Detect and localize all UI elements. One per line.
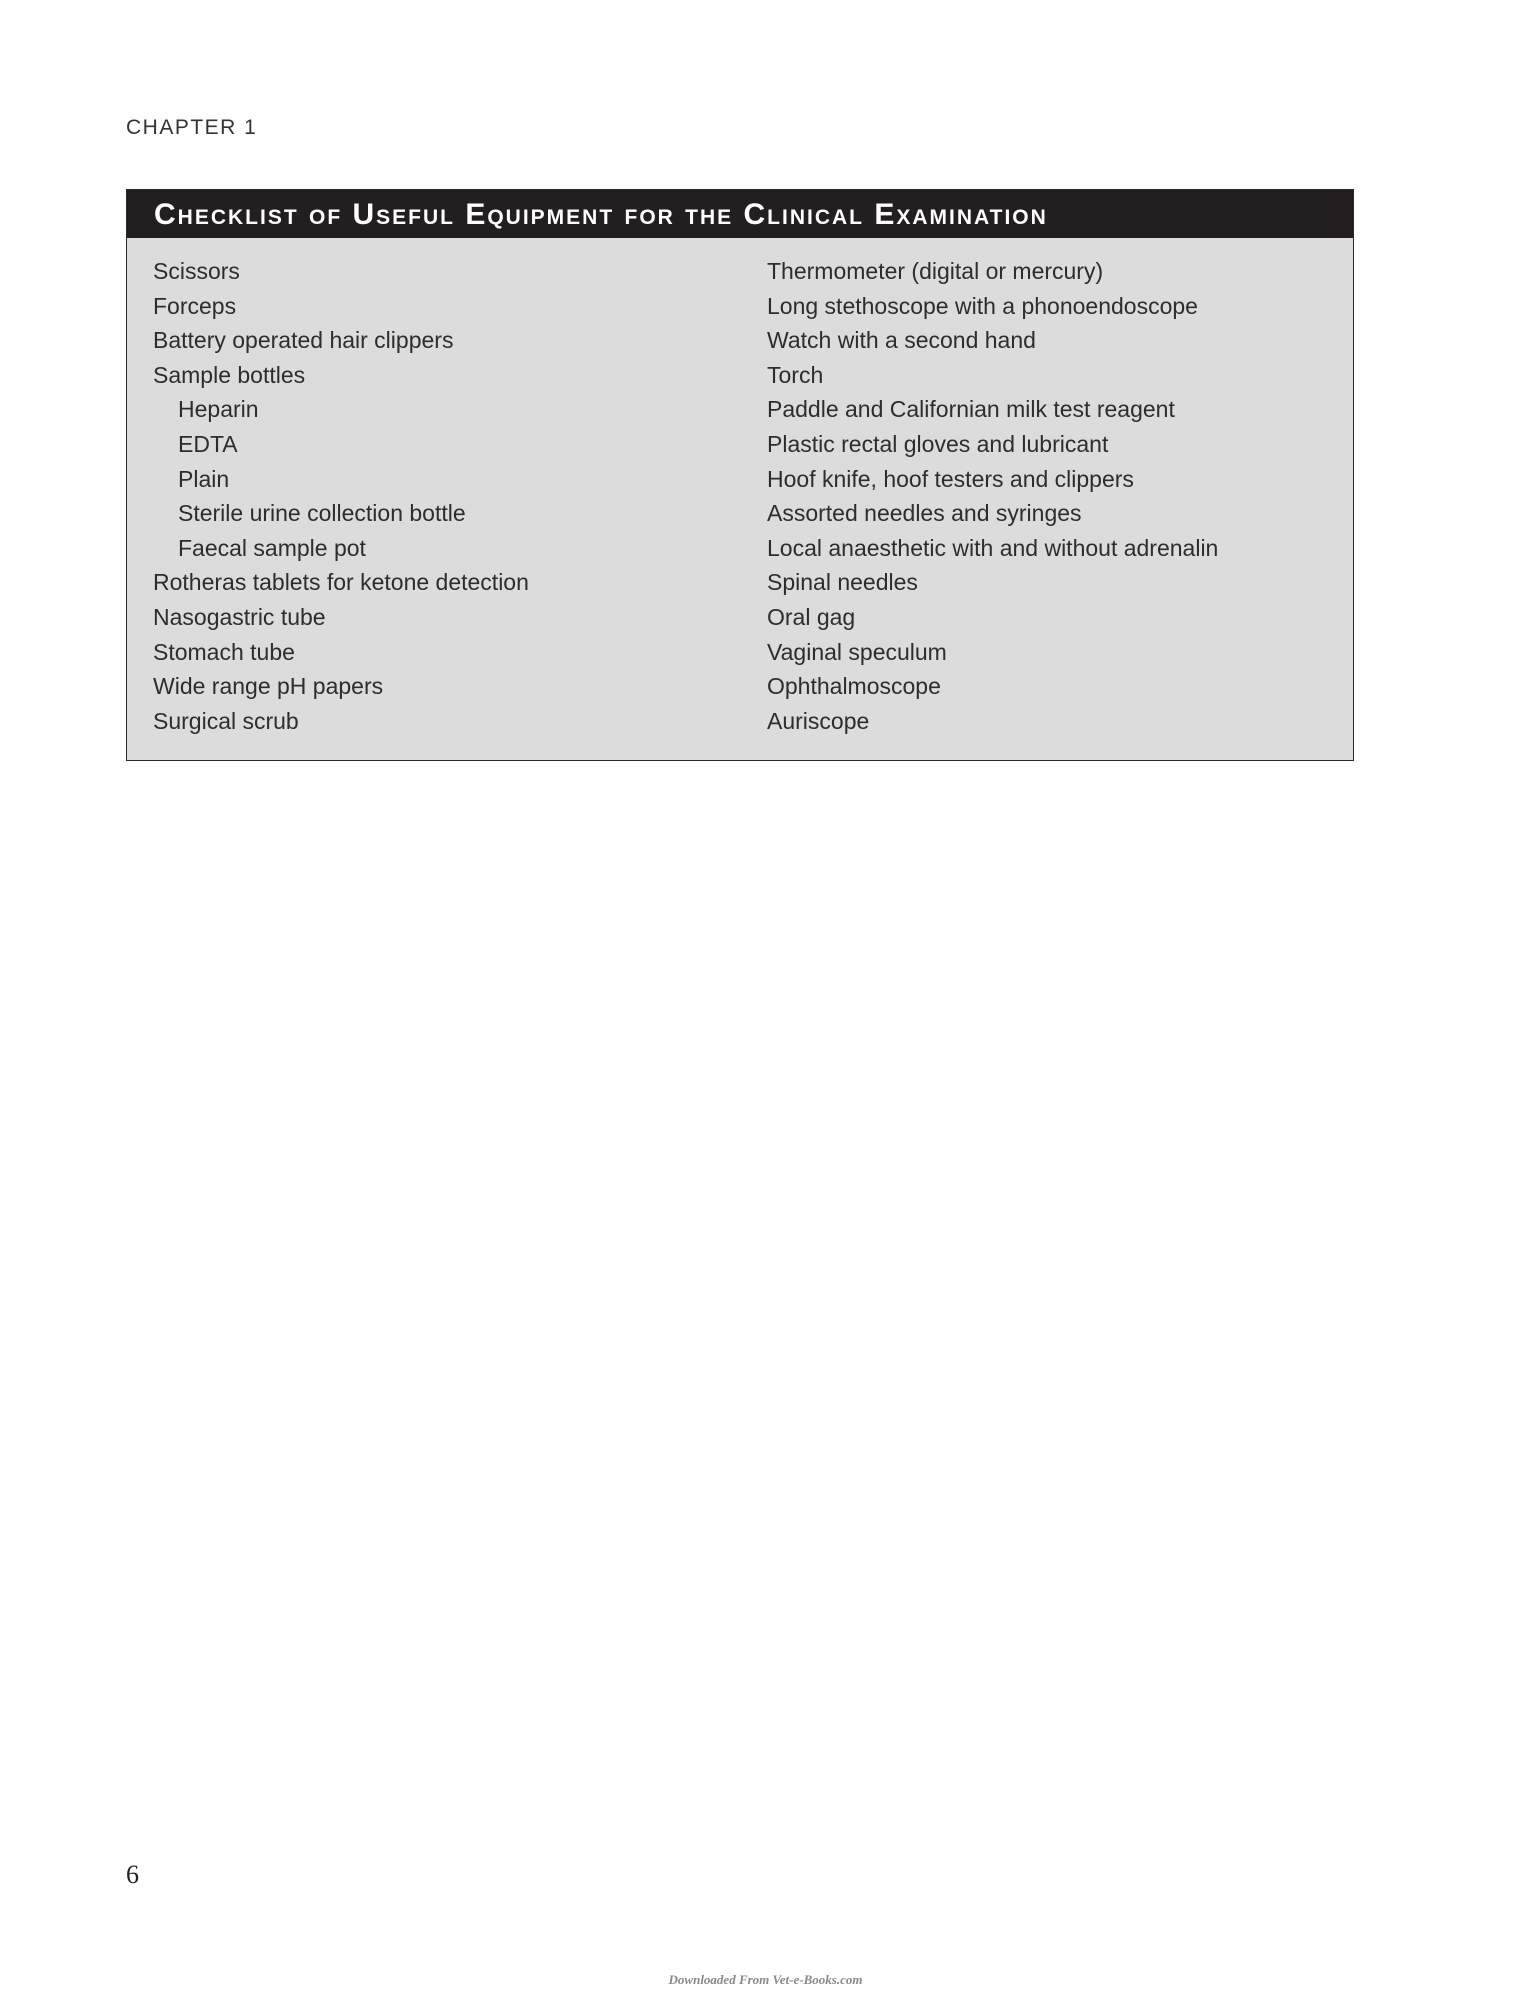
list-subitem: Plain (178, 465, 230, 492)
list-item: Plastic rectal gloves and lubricant (767, 430, 1109, 457)
list-item: Wide range pH papers (153, 673, 384, 700)
download-watermark: Downloaded From Vet-e-Books.com (668, 1972, 863, 1987)
list-subitem: EDTA (178, 430, 238, 457)
list-item: Spinal needles (767, 569, 918, 596)
list-item: Sample bottles (153, 361, 306, 388)
page-number: 6 (126, 1860, 139, 1889)
list-subitem: Heparin (178, 396, 259, 423)
checklist-title: Checklist of Useful Equipment for the Clinical Examination (127, 190, 1353, 238)
list-item: Nasogastric tube (153, 603, 326, 630)
checklist-right-column (767, 254, 1218, 738)
list-item: Ophthalmoscope (767, 673, 941, 700)
list-item: Torch (767, 361, 824, 388)
list-item: Long stethoscope with a phonoendoscope (767, 292, 1198, 319)
list-subitem: Faecal sample pot (178, 534, 366, 561)
list-item: Stomach tube (153, 638, 295, 665)
list-item: Oral gag (767, 603, 856, 630)
list-item: Assorted needles and syringes (767, 500, 1082, 527)
list-item: Watch with a second hand (767, 327, 1036, 354)
list-item: Auriscope (767, 707, 870, 734)
list-item: Surgical scrub (153, 707, 299, 734)
list-item: Vaginal speculum (767, 638, 947, 665)
list-item: Local anaesthetic with and without adrenalin (767, 534, 1219, 561)
list-item: Scissors (153, 258, 240, 284)
checklist-left-column (153, 254, 529, 738)
list-item: Hoof knife, hoof testers and clippers (767, 465, 1134, 492)
list-item: Thermometer (digital or mercury) (767, 258, 1104, 284)
list-item: Battery operated hair clippers (153, 327, 454, 354)
list-item: Rotheras tablets for ketone detection (153, 569, 529, 596)
list-item: Forceps (153, 292, 237, 319)
running-head: CHAPTER 1 (126, 116, 258, 139)
equipment-checklist-box (126, 189, 1354, 761)
list-item: Paddle and Californian milk test reagent (767, 396, 1175, 423)
list-subitem: Sterile urine collection bottle (178, 500, 466, 527)
